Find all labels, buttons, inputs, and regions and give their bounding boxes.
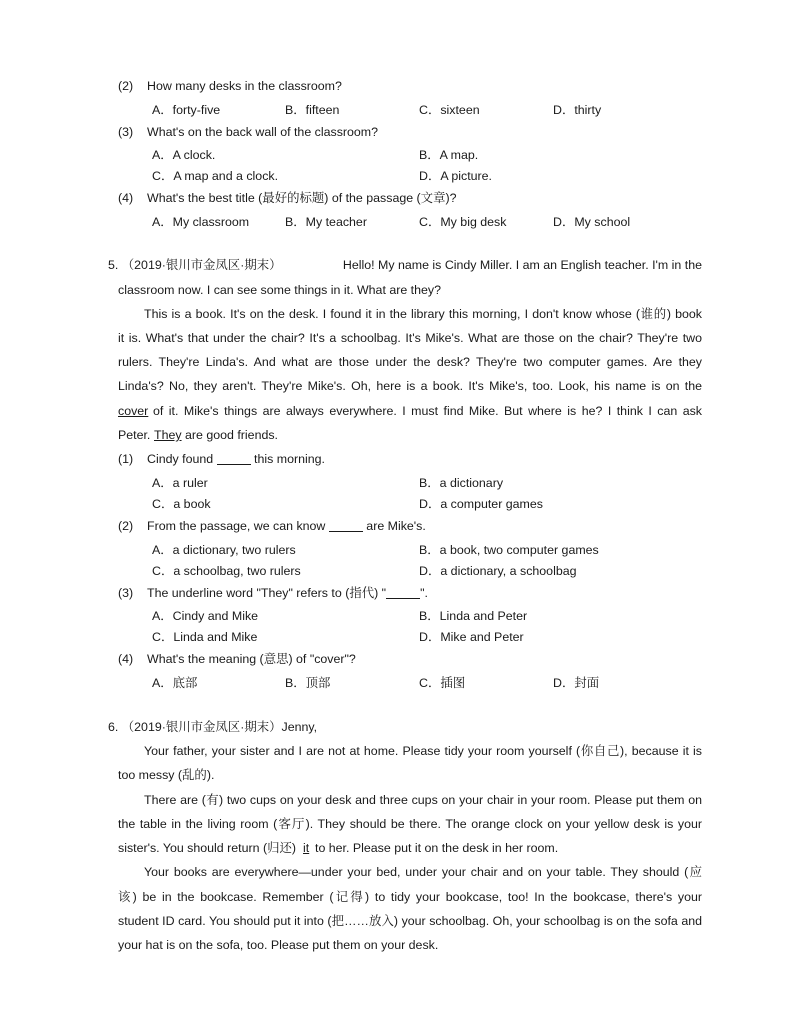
q5-item-3-option-c: C．Linda and Mike: [152, 630, 258, 644]
q4-item-3-option-a: A．A clock.: [152, 148, 216, 162]
q4-item-4-option-b: B．My teacher: [285, 215, 367, 229]
q5-item-1-option-d: D．a computer games: [419, 497, 543, 511]
q5-item-3-text-b: ".: [420, 586, 428, 600]
q5-item-1-text-b: this morning.: [254, 452, 325, 466]
q4-item-2-option-d: D．thirty: [553, 103, 602, 117]
q6-line-5b: to her. Please put it on the desk in her room.: [315, 841, 559, 855]
q5-line-5: rulers. They're Linda's. And what are those under the desk? They're two computer games. Are they: [118, 355, 702, 369]
q5-item-1-option-b: B．a dictionary: [419, 476, 504, 490]
q4-item-4-number: (4): [118, 191, 134, 205]
q4-item-4-option-a: A．My classroom: [152, 215, 250, 229]
q5-header: 5. （2019·银川市金凤区·期末）: [108, 258, 282, 272]
q5-item-2-option-b: B．a book, two computer games: [419, 543, 599, 557]
q6-header: 6. （2019·银川市金凤区·期末）Jenny,: [108, 720, 318, 734]
q5-item-4-option-a: A．底部: [152, 676, 198, 690]
q4-item-3-option-c: C．A map and a clock.: [152, 169, 279, 183]
q5-item-1-number: (1): [118, 452, 134, 466]
q6-underlined-it: it: [303, 841, 310, 855]
q4-item-3-option-b: B．A map.: [419, 148, 479, 162]
q6-line-9: your hat is on the sofa, too. Please put them on your desk.: [118, 938, 439, 952]
q5-line-3: This is a book. It's on the desk. I found it in the library this morning, I don't know whose (谁的) book: [144, 307, 702, 321]
q6-line-2: too messy (乱的).: [118, 768, 215, 782]
q6-line-3: There are (有) two cups on your desk and three cups on your chair in your room. Please put them on: [144, 793, 702, 807]
q6-line-1: Your father, your sister and I are not at home. Please tidy your room yourself (你自己), because it is: [144, 744, 702, 758]
q5-underlined-they: They: [154, 428, 182, 442]
q4-item-2-number: (2): [118, 79, 134, 93]
q5-item-1-text-a: Cindy found: [147, 452, 214, 466]
q4-item-3-option-d: D．A picture.: [419, 169, 492, 183]
q4-item-2-question: How many desks in the classroom?: [147, 79, 342, 93]
q5-item-3-option-d: D．Mike and Peter: [419, 630, 524, 644]
q5-item-3-option-b: B．Linda and Peter: [419, 609, 528, 623]
q5-item-2-number: (2): [118, 519, 134, 533]
q5-item-1-option-c: C．a book: [152, 497, 211, 511]
q5-item-4-question: What's the meaning (意思) of "cover"?: [147, 652, 356, 666]
q4-item-2-option-b: B．fifteen: [285, 103, 340, 117]
q5-line-1: Hello! My name is Cindy Miller. I am an English teacher. I'm in the: [342, 258, 702, 272]
q5-item-1-option-a: A．a ruler: [152, 476, 208, 490]
q4-item-4-option-c: C．My big desk: [419, 215, 507, 229]
q6-line-8: student ID card. You should put it into (把……放入) your schoolbag. Oh, your schoolbag is on the sofa and: [118, 914, 702, 928]
q5-line-6: Linda's? No, they aren't. They're Mike's. Oh, here is a book. It's Mike's, too. Look, his name is on the: [118, 379, 702, 393]
q5-item-4-option-c: C．插图: [419, 676, 466, 690]
q5-item-3-option-a: A．Cindy and Mike: [152, 609, 259, 623]
q5-line-9: are good friends.: [185, 428, 278, 442]
q5-item-3-number: (3): [118, 586, 134, 600]
q6-line-6: Your books are everywhere—under your bed, under your chair and on your table. They should (应: [144, 865, 702, 879]
answer-blank[interactable]: [217, 452, 251, 465]
q5-item-2-option-a: A．a dictionary, two rulers: [152, 543, 296, 557]
q4-item-4-question: What's the best title (最好的标题) of the passage (文章)?: [147, 191, 457, 205]
q5-item-4-option-d: D．封面: [553, 676, 600, 690]
q5-item-2-question: [147, 518, 426, 534]
q5-item-2-text-b: are Mike's.: [366, 519, 426, 533]
q6-line-4: the table in the living room (客厅). They should be there. The orange clock on your yellow desk is your: [118, 817, 702, 831]
q6-line-5a: sister's. You should return (归还): [118, 841, 296, 855]
q5-line-7: of it. Mike's things are always everywhere. I must find Mike. But where is he? I think I can ask: [153, 404, 702, 418]
answer-blank[interactable]: [329, 519, 363, 532]
q5-line-2: classroom now. I can see some things in it. What are they?: [118, 283, 441, 297]
q5-item-2-text-a: From the passage, we can know: [147, 519, 326, 533]
q5-underlined-cover: cover: [118, 404, 149, 418]
q4-item-3-question: What's on the back wall of the classroom?: [147, 125, 379, 139]
answer-blank[interactable]: [386, 586, 420, 599]
q5-item-3-question: [147, 585, 428, 601]
q5-item-4-number: (4): [118, 652, 134, 666]
q5-line-4: it is. What's that under the chair? It's a schoolbag. It's Mike's. What are those on the chair? They're two: [118, 331, 702, 345]
q5-item-1-question: [147, 451, 325, 467]
q4-item-2-option-a: A．forty-five: [152, 103, 221, 117]
q5-item-3-text-a: The underline word "They" refers to (指代) ": [147, 586, 387, 600]
q4-item-3-number: (3): [118, 125, 134, 139]
q4-item-2-option-c: C．sixteen: [419, 103, 480, 117]
q4-item-4-option-d: D．My school: [553, 215, 631, 229]
q5-item-2-option-c: C．a schoolbag, two rulers: [152, 564, 301, 578]
q5-item-4-option-b: B．顶部: [285, 676, 331, 690]
q6-line-7: 该) be in the bookcase. Remember (记得) to tidy your bookcase, too! In the bookcase, there's your: [118, 890, 702, 904]
q5-line-8: Peter.: [118, 428, 151, 442]
q5-item-2-option-d: D．a dictionary, a schoolbag: [419, 564, 577, 578]
